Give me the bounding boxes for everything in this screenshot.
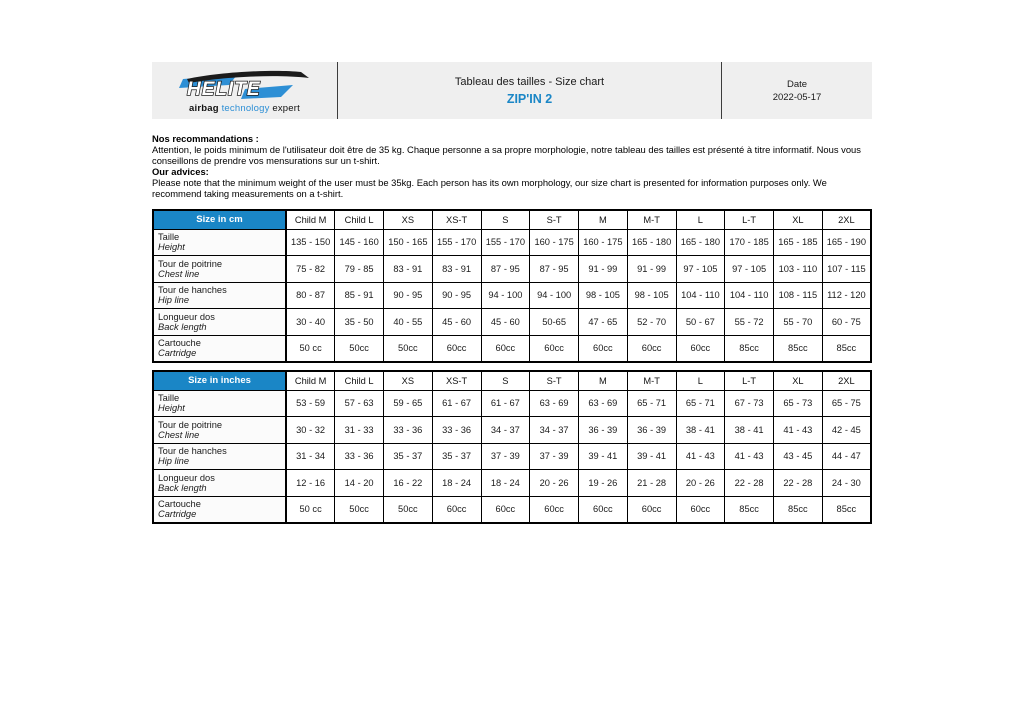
size-table-inches xyxy=(152,370,872,524)
size-value-cell: 50cc xyxy=(384,496,433,523)
measurement-row xyxy=(153,417,871,444)
size-value-cell: 16 - 22 xyxy=(384,470,433,497)
size-value-cell: 60cc xyxy=(481,335,530,362)
size-value-cell: 160 - 175 xyxy=(579,229,628,256)
size-value-cell: 42 - 45 xyxy=(822,417,871,444)
size-column-header: 2XL xyxy=(822,371,871,390)
row-label xyxy=(153,335,286,362)
row-label-en: Back length xyxy=(158,482,207,493)
size-value-cell: 38 - 41 xyxy=(676,417,725,444)
size-column-header: M-T xyxy=(627,210,676,229)
size-value-cell: 18 - 24 xyxy=(481,470,530,497)
size-value-cell: 75 - 82 xyxy=(286,256,335,283)
document-title: Tableau des tailles - Size chart xyxy=(454,75,605,88)
title-section xyxy=(337,62,722,119)
size-table-header-row xyxy=(153,371,871,390)
size-value-cell: 165 - 185 xyxy=(774,229,823,256)
size-value-cell: 90 - 95 xyxy=(432,282,481,309)
size-value-cell: 20 - 26 xyxy=(676,470,725,497)
size-column-header: XS xyxy=(384,371,433,390)
size-value-cell: 85cc xyxy=(774,335,823,362)
size-value-cell: 60cc xyxy=(579,496,628,523)
size-value-cell: 83 - 91 xyxy=(384,256,433,283)
size-column-header: S-T xyxy=(530,371,579,390)
size-value-cell: 50-65 xyxy=(530,309,579,336)
size-column-header: XL xyxy=(774,371,823,390)
size-value-cell: 85 - 91 xyxy=(335,282,384,309)
size-value-cell: 160 - 175 xyxy=(530,229,579,256)
size-value-cell: 35 - 37 xyxy=(384,443,433,470)
row-label-fr: Taille xyxy=(158,393,180,404)
size-value-cell: 165 - 190 xyxy=(822,229,871,256)
size-value-cell: 50cc xyxy=(335,335,384,362)
size-value-cell: 37 - 39 xyxy=(530,443,579,470)
tagline-technology: technology xyxy=(221,103,270,114)
size-value-cell: 44 - 47 xyxy=(822,443,871,470)
size-value-cell: 41 - 43 xyxy=(774,417,823,444)
size-value-cell: 67 - 73 xyxy=(725,390,774,417)
size-value-cell: 12 - 16 xyxy=(286,470,335,497)
measurement-row xyxy=(153,256,871,283)
size-value-cell: 36 - 39 xyxy=(579,417,628,444)
measurement-row xyxy=(153,443,871,470)
size-value-cell: 60cc xyxy=(530,496,579,523)
size-column-header: M xyxy=(579,371,628,390)
date-value: 2022-05-17 xyxy=(772,91,822,103)
date-label: Date xyxy=(786,78,808,90)
measurement-row xyxy=(153,496,871,523)
row-label-fr: Longueur dos xyxy=(158,472,215,483)
size-column-header: 2XL xyxy=(822,210,871,229)
size-value-cell: 65 - 75 xyxy=(822,390,871,417)
size-value-cell: 30 - 32 xyxy=(286,417,335,444)
size-table-cm xyxy=(152,209,872,363)
size-value-cell: 34 - 37 xyxy=(530,417,579,444)
row-label-en: Cartridge xyxy=(158,348,197,358)
table-unit-header: Size in inches xyxy=(153,371,286,390)
size-value-cell: 145 - 160 xyxy=(335,229,384,256)
row-label-en: Chest line xyxy=(158,268,200,279)
size-value-cell: 63 - 69 xyxy=(530,390,579,417)
size-value-cell: 18 - 24 xyxy=(432,470,481,497)
size-value-cell: 135 - 150 xyxy=(286,229,335,256)
size-value-cell: 60cc xyxy=(579,335,628,362)
size-value-cell: 65 - 71 xyxy=(627,390,676,417)
product-name: ZIP'IN 2 xyxy=(506,91,553,106)
notes-fr-body: Attention, le poids minimum de l'utilisateur doit être de 35 kg. Chaque personne a sa propre morphologie, notre tableau des tailles est présenté à titre informatif. Nous vous conseillons de prendre vos mensurations sur un t-shirt. xyxy=(152,144,861,167)
row-label-en: Back length xyxy=(158,321,207,332)
tagline-airbag: airbag xyxy=(189,103,219,114)
size-column-header: XS xyxy=(384,210,433,229)
size-value-cell: 80 - 87 xyxy=(286,282,335,309)
row-label-en: Height xyxy=(158,403,185,414)
size-column-header: M xyxy=(579,210,628,229)
size-column-header: S xyxy=(481,371,530,390)
size-value-cell: 165 - 180 xyxy=(676,229,725,256)
size-value-cell: 39 - 41 xyxy=(627,443,676,470)
size-column-header: L xyxy=(676,371,725,390)
size-value-cell: 60cc xyxy=(530,335,579,362)
size-column-header: S xyxy=(481,210,530,229)
size-value-cell: 38 - 41 xyxy=(725,417,774,444)
size-value-cell: 87 - 95 xyxy=(530,256,579,283)
size-value-cell: 104 - 110 xyxy=(676,282,725,309)
row-label-en: Hip line xyxy=(158,456,190,467)
size-value-cell: 60cc xyxy=(627,496,676,523)
row-label-fr: Tour de hanches xyxy=(158,285,227,296)
size-value-cell: 50cc xyxy=(335,496,384,523)
size-value-cell: 31 - 33 xyxy=(335,417,384,444)
size-value-cell: 33 - 36 xyxy=(432,417,481,444)
size-value-cell: 107 - 115 xyxy=(822,256,871,283)
size-value-cell: 14 - 20 xyxy=(335,470,384,497)
logo-brand-text: HELITE xyxy=(186,79,261,100)
row-label xyxy=(153,229,286,256)
size-value-cell: 85cc xyxy=(725,335,774,362)
row-label xyxy=(153,443,286,470)
row-label-fr: Cartouche xyxy=(158,338,201,348)
size-value-cell: 150 - 165 xyxy=(384,229,433,256)
size-value-cell: 24 - 30 xyxy=(822,470,871,497)
size-value-cell: 47 - 65 xyxy=(579,309,628,336)
size-value-cell: 45 - 60 xyxy=(481,309,530,336)
size-value-cell: 98 - 105 xyxy=(627,282,676,309)
size-value-cell: 22 - 28 xyxy=(774,470,823,497)
size-value-cell: 170 - 185 xyxy=(725,229,774,256)
row-label-fr: Taille xyxy=(158,232,180,243)
row-label xyxy=(153,309,286,336)
measurement-row xyxy=(153,390,871,417)
size-value-cell: 59 - 65 xyxy=(384,390,433,417)
row-label-fr: Longueur dos xyxy=(158,311,215,322)
size-value-cell: 61 - 67 xyxy=(481,390,530,417)
size-value-cell: 165 - 180 xyxy=(627,229,676,256)
size-value-cell: 52 - 70 xyxy=(627,309,676,336)
size-table-header-row xyxy=(153,210,871,229)
logo-tagline xyxy=(189,103,300,114)
size-column-header: Child L xyxy=(335,210,384,229)
row-label-fr: Tour de hanches xyxy=(158,446,227,457)
size-value-cell: 60cc xyxy=(676,496,725,523)
size-column-header: Child M xyxy=(286,210,335,229)
size-value-cell: 45 - 60 xyxy=(432,309,481,336)
size-value-cell: 91 - 99 xyxy=(579,256,628,283)
notes-en-body: Please note that the minimum weight of the user must be 35kg. Each person has its own morphology, our size chart is presented for information purposes only. We recommend taking measurements on a t-shirt. xyxy=(152,177,827,200)
size-value-cell: 60cc xyxy=(481,496,530,523)
date-section xyxy=(722,62,872,119)
size-value-cell: 83 - 91 xyxy=(432,256,481,283)
size-value-cell: 61 - 67 xyxy=(432,390,481,417)
size-value-cell: 41 - 43 xyxy=(725,443,774,470)
measurement-row xyxy=(153,335,871,362)
size-column-header: XS-T xyxy=(432,210,481,229)
size-value-cell: 35 - 50 xyxy=(335,309,384,336)
logo-section xyxy=(152,62,337,119)
size-value-cell: 60cc xyxy=(627,335,676,362)
size-value-cell: 155 - 170 xyxy=(481,229,530,256)
size-value-cell: 65 - 73 xyxy=(774,390,823,417)
size-value-cell: 60 - 75 xyxy=(822,309,871,336)
size-column-header: XL xyxy=(774,210,823,229)
size-column-header: M-T xyxy=(627,371,676,390)
size-value-cell: 85cc xyxy=(822,335,871,362)
size-value-cell: 55 - 70 xyxy=(774,309,823,336)
row-label xyxy=(153,256,286,283)
size-column-header: Child M xyxy=(286,371,335,390)
size-value-cell: 21 - 28 xyxy=(627,470,676,497)
size-column-header: Child L xyxy=(335,371,384,390)
size-column-header: L-T xyxy=(725,371,774,390)
size-value-cell: 50 cc xyxy=(286,496,335,523)
size-value-cell: 40 - 55 xyxy=(384,309,433,336)
size-value-cell: 43 - 45 xyxy=(774,443,823,470)
size-value-cell: 53 - 59 xyxy=(286,390,335,417)
size-value-cell: 34 - 37 xyxy=(481,417,530,444)
size-value-cell: 63 - 69 xyxy=(579,390,628,417)
size-value-cell: 97 - 105 xyxy=(725,256,774,283)
size-value-cell: 65 - 71 xyxy=(676,390,725,417)
measurement-row xyxy=(153,229,871,256)
size-value-cell: 31 - 34 xyxy=(286,443,335,470)
size-value-cell: 97 - 105 xyxy=(676,256,725,283)
size-value-cell: 94 - 100 xyxy=(481,282,530,309)
row-label-en: Height xyxy=(158,242,185,253)
size-value-cell: 98 - 105 xyxy=(579,282,628,309)
row-label xyxy=(153,390,286,417)
row-label-fr: Tour de poitrine xyxy=(158,258,223,269)
notes-en-heading: Our advices: xyxy=(152,166,209,178)
size-value-cell: 39 - 41 xyxy=(579,443,628,470)
measurement-row xyxy=(153,470,871,497)
size-value-cell: 35 - 37 xyxy=(432,443,481,470)
size-value-cell: 85cc xyxy=(774,496,823,523)
row-label-fr: Cartouche xyxy=(158,499,201,509)
size-value-cell: 60cc xyxy=(432,496,481,523)
size-value-cell: 60cc xyxy=(676,335,725,362)
size-value-cell: 87 - 95 xyxy=(481,256,530,283)
measurement-row xyxy=(153,309,871,336)
helite-logo-icon xyxy=(179,70,311,102)
size-value-cell: 19 - 26 xyxy=(579,470,628,497)
row-label-en: Chest line xyxy=(158,429,200,440)
size-column-header: L xyxy=(676,210,725,229)
size-value-cell: 104 - 110 xyxy=(725,282,774,309)
size-value-cell: 33 - 36 xyxy=(384,417,433,444)
size-value-cell: 30 - 40 xyxy=(286,309,335,336)
row-label-fr: Tour de poitrine xyxy=(158,419,223,430)
size-value-cell: 20 - 26 xyxy=(530,470,579,497)
size-value-cell: 57 - 63 xyxy=(335,390,384,417)
size-value-cell: 85cc xyxy=(725,496,774,523)
size-value-cell: 37 - 39 xyxy=(481,443,530,470)
size-value-cell: 33 - 36 xyxy=(335,443,384,470)
size-value-cell: 36 - 39 xyxy=(627,417,676,444)
size-value-cell: 50 cc xyxy=(286,335,335,362)
row-label xyxy=(153,417,286,444)
size-value-cell: 50 - 67 xyxy=(676,309,725,336)
size-value-cell: 112 - 120 xyxy=(822,282,871,309)
measurement-row xyxy=(153,282,871,309)
size-value-cell: 55 - 72 xyxy=(725,309,774,336)
size-value-cell: 22 - 28 xyxy=(725,470,774,497)
notes-fr-heading: Nos recommandations : xyxy=(152,133,259,144)
size-column-header: L-T xyxy=(725,210,774,229)
document-header xyxy=(152,62,872,119)
size-column-header: S-T xyxy=(530,210,579,229)
size-value-cell: 90 - 95 xyxy=(384,282,433,309)
size-value-cell: 85cc xyxy=(822,496,871,523)
size-value-cell: 79 - 85 xyxy=(335,256,384,283)
size-value-cell: 50cc xyxy=(384,335,433,362)
tagline-expert: expert xyxy=(272,103,300,114)
row-label-en: Hip line xyxy=(158,295,190,306)
size-value-cell: 91 - 99 xyxy=(627,256,676,283)
row-label xyxy=(153,496,286,523)
size-value-cell: 108 - 115 xyxy=(774,282,823,309)
size-value-cell: 155 - 170 xyxy=(432,229,481,256)
row-label-en: Cartridge xyxy=(158,509,197,519)
row-label xyxy=(153,470,286,497)
size-value-cell: 94 - 100 xyxy=(530,282,579,309)
size-value-cell: 60cc xyxy=(432,335,481,362)
table-unit-header: Size in cm xyxy=(153,210,286,229)
size-value-cell: 41 - 43 xyxy=(676,443,725,470)
size-column-header: XS-T xyxy=(432,371,481,390)
size-value-cell: 103 - 110 xyxy=(774,256,823,283)
row-label xyxy=(153,282,286,309)
recommendations-block xyxy=(152,133,872,200)
